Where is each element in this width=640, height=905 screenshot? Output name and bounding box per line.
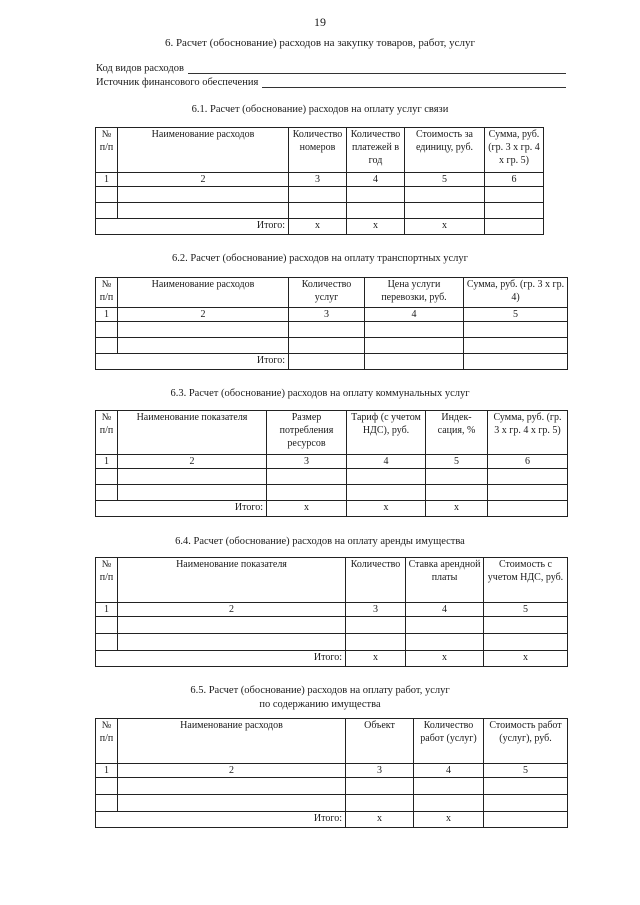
empty-cell[interactable]: [118, 187, 289, 203]
column-number: 3: [289, 308, 365, 322]
section-6-5-title-line1: 6.5. Расчет (обоснование) расходов на оплату работ, услуг: [190, 685, 450, 696]
empty-cell[interactable]: [267, 469, 347, 485]
table-row: [96, 634, 568, 651]
section-6-1-title: 6.1. Расчет (обоснование) расходов на оплату услуг связи: [191, 104, 449, 115]
empty-cell[interactable]: [405, 203, 485, 219]
header-cell: Наименование расходов: [118, 128, 289, 173]
total-sum-cell[interactable]: [484, 812, 568, 828]
empty-cell[interactable]: [96, 795, 118, 812]
page-title: 6. Расчет (обоснование) расходов на закупку товаров, работ, услуг: [164, 37, 476, 49]
header-cell: Наименование расходов: [118, 719, 346, 764]
header-cell: № п/п: [96, 128, 118, 173]
header-cell: Количество номеров: [289, 128, 347, 173]
column-number: 4: [347, 455, 426, 469]
x-mark: х: [414, 812, 484, 828]
page-number: 19: [314, 15, 326, 29]
column-number: 4: [365, 308, 464, 322]
expense-code-row: [96, 63, 566, 74]
header-cell: Наименование показателя: [118, 558, 346, 603]
expense-code-label: Код видов расходов: [96, 63, 184, 74]
column-number: 5: [405, 173, 485, 187]
empty-cell[interactable]: [365, 354, 464, 370]
header-cell: Объект: [346, 719, 414, 764]
section-6-5-title-line2: по содержанию имущества: [259, 699, 381, 710]
empty-cell[interactable]: [346, 795, 414, 812]
total-row: [96, 354, 568, 370]
column-number: 2: [118, 764, 346, 778]
column-number: 4: [347, 173, 405, 187]
total-label: Итого:: [96, 219, 289, 235]
column-number: 6: [485, 173, 544, 187]
column-number: 3: [346, 764, 414, 778]
funding-source-label: Источник финансового обеспечения: [96, 77, 259, 88]
empty-cell[interactable]: [414, 778, 484, 795]
empty-cell[interactable]: [484, 617, 568, 634]
header-cell: Наименование показателя: [118, 411, 267, 455]
section-6-2-title: 6.2. Расчет (обоснование) расходов на оплату транспортных услуг: [172, 253, 468, 264]
x-mark: х: [267, 501, 347, 517]
empty-cell[interactable]: [464, 322, 568, 338]
x-mark: х: [346, 651, 406, 667]
empty-cell[interactable]: [118, 485, 267, 501]
total-label: Итого:: [96, 354, 289, 370]
empty-cell[interactable]: [118, 778, 346, 795]
header-cell: № п/п: [96, 558, 118, 603]
header-cell: Стоимость за единицу, руб.: [405, 128, 485, 173]
empty-cell[interactable]: [347, 485, 426, 501]
empty-cell[interactable]: [96, 338, 118, 354]
empty-cell[interactable]: [96, 485, 118, 501]
column-number: 5: [426, 455, 488, 469]
column-number: 4: [406, 603, 484, 617]
empty-cell[interactable]: [96, 469, 118, 485]
empty-cell[interactable]: [488, 469, 568, 485]
header-cell: Сумма, руб. (гр. 3 х гр. 4): [464, 278, 568, 308]
header-cell: Индек- сация, %: [426, 411, 488, 455]
empty-cell[interactable]: [118, 617, 346, 634]
column-number: 1: [96, 603, 118, 617]
header-cell: Стоимость работ (услуг), руб.: [484, 719, 568, 764]
column-number: 5: [484, 603, 568, 617]
empty-cell[interactable]: [484, 634, 568, 651]
table-row: [96, 203, 544, 219]
empty-cell[interactable]: [96, 187, 118, 203]
empty-cell[interactable]: [289, 187, 347, 203]
empty-cell[interactable]: [118, 203, 289, 219]
header-cell: Количество услуг: [289, 278, 365, 308]
x-mark: х: [484, 651, 568, 667]
empty-cell[interactable]: [347, 187, 405, 203]
empty-cell[interactable]: [488, 485, 568, 501]
table-row: [96, 485, 568, 501]
header-cell: Тариф (с учетом НДС), руб.: [347, 411, 426, 455]
empty-cell[interactable]: [464, 338, 568, 354]
column-number: 2: [118, 455, 267, 469]
empty-cell[interactable]: [485, 187, 544, 203]
header-cell: Количество платежей в год: [347, 128, 405, 173]
empty-cell[interactable]: [118, 634, 346, 651]
section-6-3-title: 6.3. Расчет (обоснование) расходов на оплату коммунальных услуг: [170, 388, 470, 399]
total-label: Итого:: [96, 501, 267, 517]
x-mark: х: [347, 219, 405, 235]
table-6-2: [95, 277, 568, 370]
table-row: [96, 778, 568, 795]
empty-cell[interactable]: [267, 485, 347, 501]
column-number: 5: [464, 308, 568, 322]
total-row: [96, 651, 568, 667]
empty-cell[interactable]: [365, 338, 464, 354]
header-cell: Ставка арендной платы: [406, 558, 484, 603]
funding-source-row: [96, 77, 566, 88]
header-cell: Сумма, руб. (гр. 3 х гр. 4 х гр. 5): [485, 128, 544, 173]
table-row: [96, 795, 568, 812]
empty-cell[interactable]: [96, 203, 118, 219]
empty-cell[interactable]: [484, 778, 568, 795]
funding-source-field[interactable]: [262, 78, 566, 88]
empty-cell[interactable]: [289, 354, 365, 370]
column-number: 1: [96, 764, 118, 778]
table-row: [96, 617, 568, 634]
table-row: [96, 338, 568, 354]
empty-cell[interactable]: [96, 634, 118, 651]
empty-cell[interactable]: [289, 338, 365, 354]
total-row: [96, 812, 568, 828]
column-number: 3: [289, 173, 347, 187]
header-cell: № п/п: [96, 719, 118, 764]
x-mark: х: [289, 219, 347, 235]
empty-cell[interactable]: [347, 203, 405, 219]
header-cell: № п/п: [96, 411, 118, 455]
total-label: Итого:: [96, 812, 346, 828]
empty-cell[interactable]: [118, 469, 267, 485]
empty-cell[interactable]: [346, 634, 406, 651]
empty-cell[interactable]: [346, 617, 406, 634]
total-sum-cell[interactable]: [488, 501, 568, 517]
table-row: [96, 469, 568, 485]
x-mark: х: [426, 501, 488, 517]
empty-cell[interactable]: [414, 795, 484, 812]
empty-cell[interactable]: [96, 322, 118, 338]
empty-cell[interactable]: [96, 778, 118, 795]
header-cell: Количество: [346, 558, 406, 603]
table-row: [96, 322, 568, 338]
column-number: 1: [96, 455, 118, 469]
x-mark: х: [347, 501, 426, 517]
empty-cell[interactable]: [365, 322, 464, 338]
empty-cell[interactable]: [426, 469, 488, 485]
x-mark: х: [346, 812, 414, 828]
empty-cell[interactable]: [485, 203, 544, 219]
total-label: Итого:: [96, 651, 346, 667]
column-number: 3: [346, 603, 406, 617]
empty-cell[interactable]: [289, 203, 347, 219]
column-number: 2: [118, 308, 289, 322]
table-6-3: [95, 410, 568, 517]
expense-code-field[interactable]: [188, 64, 566, 74]
header-cell: Сумма, руб. (гр. 3 х гр. 4 х гр. 5): [488, 411, 568, 455]
column-number: 2: [118, 603, 346, 617]
table-row: [96, 187, 544, 203]
column-number: 2: [118, 173, 289, 187]
column-number: 1: [96, 173, 118, 187]
total-sum-cell[interactable]: [485, 219, 544, 235]
x-mark: х: [405, 219, 485, 235]
empty-cell[interactable]: [347, 469, 426, 485]
column-number: 6: [488, 455, 568, 469]
header-cell: Цена услуги перевозки, руб.: [365, 278, 464, 308]
x-mark: х: [406, 651, 484, 667]
empty-cell[interactable]: [118, 322, 289, 338]
header-cell: Количество работ (услуг): [414, 719, 484, 764]
total-row: [96, 501, 568, 517]
total-sum-cell[interactable]: [464, 354, 568, 370]
column-number: 5: [484, 764, 568, 778]
section-6-5-title: [0, 684, 640, 712]
empty-cell[interactable]: [484, 795, 568, 812]
empty-cell[interactable]: [96, 617, 118, 634]
empty-cell[interactable]: [346, 778, 414, 795]
table-6-4: [95, 557, 568, 667]
column-number: 3: [267, 455, 347, 469]
header-cell: № п/п: [96, 278, 118, 308]
header-cell: Размер потребления ресурсов: [267, 411, 347, 455]
empty-cell[interactable]: [426, 485, 488, 501]
empty-cell[interactable]: [405, 187, 485, 203]
header-cell: Стоимость с учетом НДС, руб.: [484, 558, 568, 603]
column-number: 4: [414, 764, 484, 778]
total-row: [96, 219, 544, 235]
empty-cell[interactable]: [406, 617, 484, 634]
column-number: 1: [96, 308, 118, 322]
empty-cell[interactable]: [118, 795, 346, 812]
section-6-4-title: 6.4. Расчет (обоснование) расходов на оплату аренды имущества: [175, 536, 465, 547]
empty-cell[interactable]: [406, 634, 484, 651]
table-6-5: [95, 718, 568, 828]
header-cell: Наименование расходов: [118, 278, 289, 308]
table-6-1: [95, 127, 544, 235]
empty-cell[interactable]: [289, 322, 365, 338]
empty-cell[interactable]: [118, 338, 289, 354]
